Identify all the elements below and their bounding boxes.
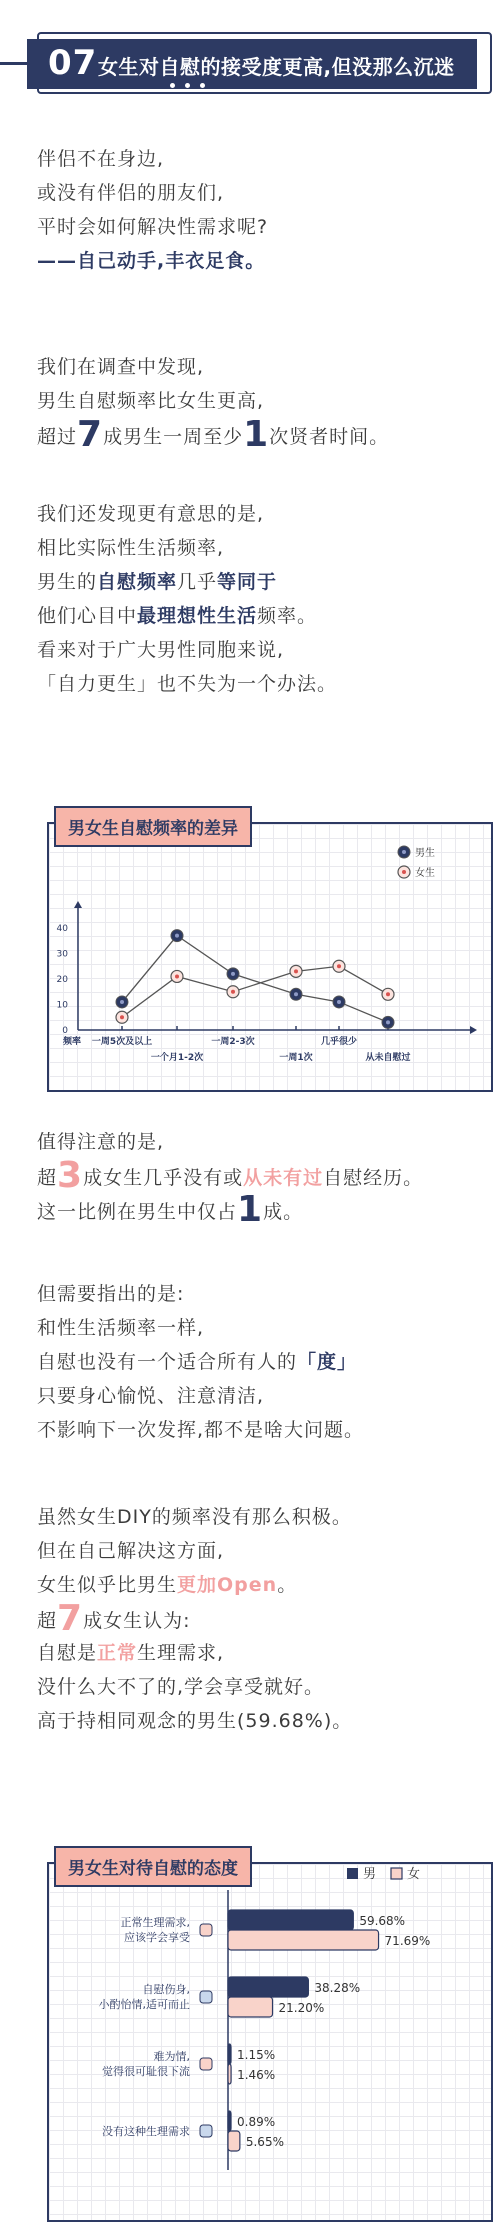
chart-title: 男女生对待自慰的态度: [54, 1846, 252, 1887]
text-line: 高于持相同观念的男生(59.68%)。: [37, 1710, 353, 1732]
male-point-dot: [175, 934, 179, 938]
text-line: 值得注意的是,: [37, 1131, 165, 1153]
female-value-label: 21.20%: [278, 2001, 325, 2015]
y-tick-label: 20: [56, 975, 68, 985]
category-label: 小酌怡情,适可而止: [98, 1998, 190, 2011]
legend-female-label: 女生: [415, 868, 435, 879]
y-axis-arrow: [74, 901, 82, 908]
header-rule: [0, 62, 27, 65]
category-label: 正常生理需求,: [120, 1916, 190, 1929]
paragraph-frequency: [37, 350, 390, 455]
male-point-dot: [386, 1020, 390, 1024]
male-value-label: 1.15%: [237, 2048, 276, 2062]
paragraph-female-rate: [37, 1125, 424, 1230]
x-tick-label: 一周1次: [279, 1053, 313, 1063]
text-line: 超过7成男生一周至少1次贤者时间。: [37, 414, 390, 455]
male-bar: [228, 2044, 231, 2064]
highlight-number: 1: [237, 1189, 264, 1230]
section-title: 女生对自慰的接受度更高,但没那么沉迷: [98, 55, 455, 79]
x-tick-label: 几乎很少: [320, 1037, 358, 1047]
text-line: 和性生活频率一样,: [37, 1317, 205, 1339]
text-line: 伴侣不在身边,: [37, 148, 165, 170]
female-value-label: 71.69%: [384, 1934, 431, 1948]
female-bar: [228, 2064, 231, 2084]
text-line: 「自力更生」也不失为一个办法。: [37, 673, 338, 695]
y-tick-label: 40: [56, 924, 68, 934]
y-tick-label: 10: [56, 1000, 68, 1011]
male-value-label: 38.28%: [314, 1981, 361, 1995]
female-value-label: 5.65%: [245, 2135, 284, 2149]
male-value-label: 0.89%: [237, 2115, 276, 2129]
male-point-dot: [231, 972, 235, 976]
female-point-dot: [175, 974, 179, 978]
text-line: 我们还发现更有意思的是,: [37, 503, 265, 525]
legend-female-swatch: [391, 1868, 402, 1879]
legend-male-icon-dot: [402, 850, 406, 854]
x-tick-label: 一个月1-2次: [150, 1053, 204, 1063]
chart-title: 男女生自慰频率的差异: [54, 806, 252, 847]
male-bar: [228, 1977, 308, 1997]
female-value-label: 1.46%: [237, 2068, 276, 2082]
category-label: 应该学会享受: [124, 1931, 190, 1944]
category-icon: [200, 2058, 212, 2070]
x-tick-label: 一周2-3次: [211, 1037, 255, 1047]
highlight-number: 7: [57, 1598, 84, 1639]
category-icon: [200, 2125, 212, 2137]
category-icon: [200, 1924, 212, 1936]
male-point-dot: [294, 992, 298, 996]
female-point-dot: [231, 990, 235, 994]
paragraph-degree: [37, 1277, 364, 1447]
text-line: 虽然女生DIY的频率没有那么积极。: [37, 1506, 352, 1528]
paragraph-intro: [37, 142, 268, 278]
text-line: 没什么大不了的,学会享受就好。: [37, 1676, 325, 1698]
female-point-dot: [294, 969, 298, 973]
category-label: 难为情,: [153, 2050, 190, 2063]
highlight-number: 1: [243, 414, 270, 455]
paragraph-finding: [37, 497, 337, 701]
female-bar: [228, 1930, 379, 1950]
text-line: 自慰是正常生理需求,: [37, 1642, 225, 1664]
highlight-number: 7: [77, 414, 104, 455]
female-point-dot: [120, 1015, 124, 1019]
text-line: 自慰也没有一个适合所有人的「度」: [37, 1351, 358, 1373]
text-line: 男生自慰频率比女生更高,: [37, 390, 265, 412]
category-label: 觉得很可耻很下流: [102, 2065, 190, 2078]
text-line: 看来对于广大男性同胞来说,: [37, 639, 285, 661]
bar-chart: [0, 1850, 500, 2230]
category-label: 自慰伤身,: [142, 1983, 190, 1996]
female-point-dot: [386, 992, 390, 996]
text-line: 这一比例在男生中仅占1成。: [37, 1189, 304, 1230]
x-tick-label: 一周5次及以上: [91, 1037, 153, 1047]
header-dots: [170, 83, 205, 88]
legend-male-label: 男: [363, 1867, 377, 1882]
male-value-label: 59.68%: [359, 1914, 406, 1928]
text-line: 女生似乎比男生更加Open。: [37, 1574, 298, 1596]
text-line: 只要身心愉悦、注意清洁,: [37, 1385, 265, 1407]
y-tick-label: 30: [56, 949, 68, 960]
text-line: 相比实际性生活频率,: [37, 537, 225, 559]
highlight-number: 3: [57, 1155, 84, 1196]
text-line: 我们在调查中发现,: [37, 356, 205, 378]
legend-male-swatch: [347, 1868, 358, 1879]
category-label: 没有这种生理需求: [102, 2125, 190, 2138]
female-bar: [228, 1997, 273, 2017]
male-bar: [228, 1910, 353, 1930]
legend-female-label: 女: [407, 1867, 421, 1882]
female-bar: [228, 2131, 240, 2151]
male-point-dot: [337, 1000, 341, 1004]
paragraph-attitude: [37, 1500, 352, 1738]
x-axis-arrow: [470, 1026, 477, 1034]
male-point-dot: [120, 1000, 124, 1004]
text-line: 不影响下一次发挥,都不是啥大问题。: [37, 1419, 365, 1441]
female-series-line: [122, 966, 388, 1017]
female-point-dot: [337, 964, 341, 968]
y-tick-label: 0: [62, 1026, 68, 1036]
text-line: 但在自己解决这方面,: [37, 1540, 225, 1562]
text-line: 或没有伴侣的朋友们,: [37, 182, 225, 204]
text-line: 超7成女生认为:: [37, 1598, 191, 1639]
male-series-line: [122, 936, 388, 1023]
text-line: 超3成女生几乎没有或从未有过自慰经历。: [37, 1155, 424, 1196]
legend-male-label: 男生: [415, 848, 435, 859]
line-chart: [0, 800, 500, 1100]
emphasis-line: ——自己动手,丰衣足食。: [37, 250, 266, 272]
male-bar: [228, 2111, 231, 2131]
legend-female-icon-dot: [402, 870, 406, 874]
x-tick-label: 从未自慰过: [365, 1053, 411, 1063]
x-axis-label: 频率: [63, 1037, 82, 1047]
text-line: 他们心目中最理想性生活频率。: [37, 605, 318, 627]
section-number: 07: [48, 43, 98, 83]
text-line: 但需要指出的是:: [37, 1283, 185, 1305]
text-line: 男生的自慰频率几乎等同于: [37, 571, 278, 593]
text-line: 平时会如何解决性需求呢?: [37, 216, 269, 238]
category-icon: [200, 1991, 212, 2003]
